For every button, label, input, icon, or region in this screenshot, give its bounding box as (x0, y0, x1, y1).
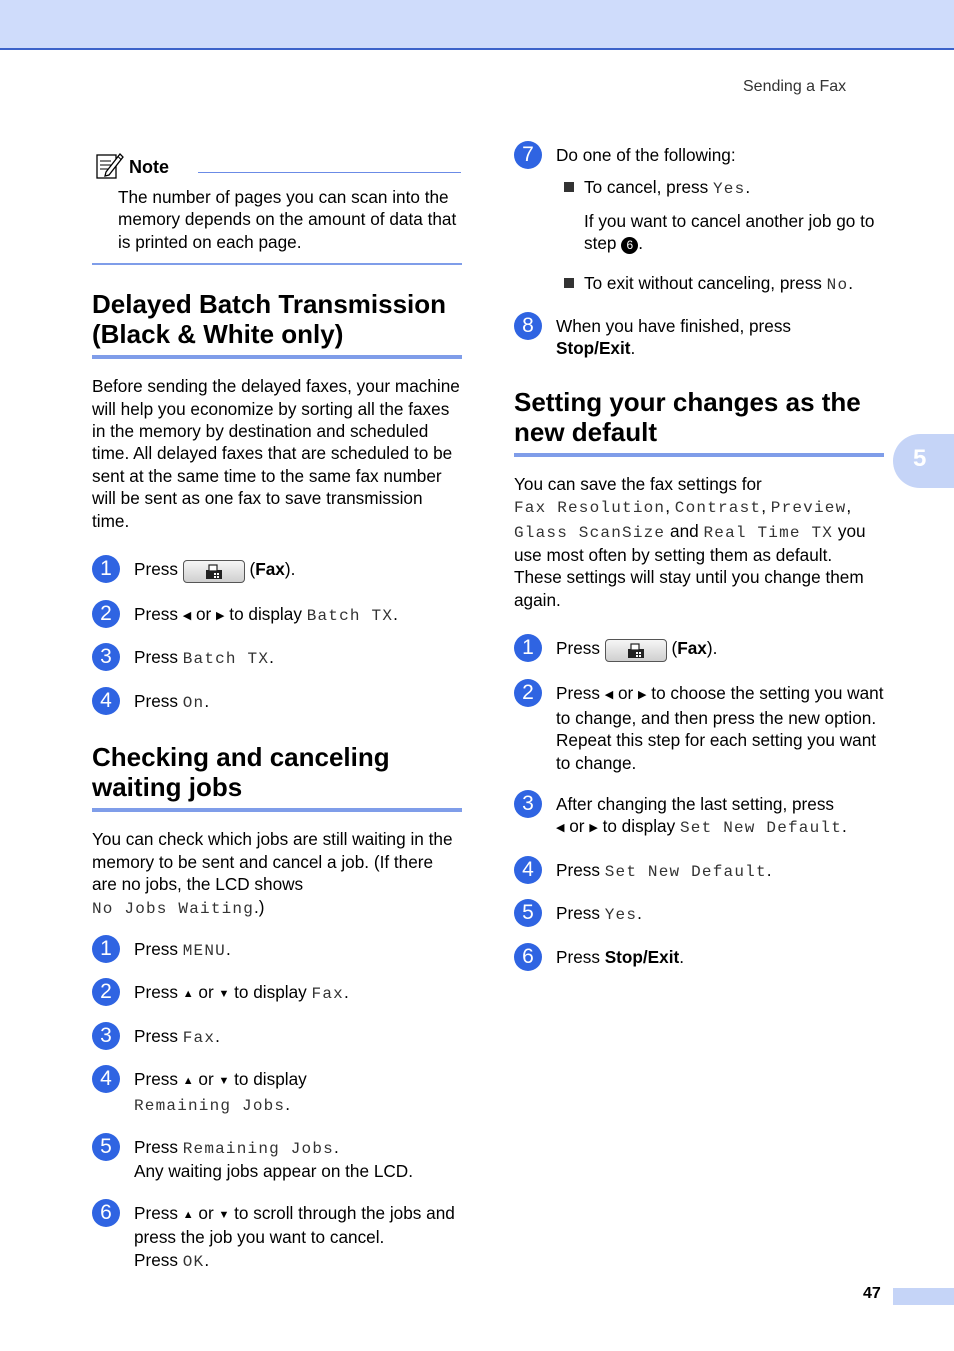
step-number-badge: 3 (92, 643, 120, 671)
step-text: Press (134, 1249, 178, 1270)
note-text: The number of pages you can scan into the memory depends on the amount of data that is printed on each page. (118, 187, 457, 252)
page-number-bar (893, 1288, 954, 1305)
step-text: to display (234, 1069, 307, 1090)
step-text: Press (134, 938, 178, 959)
setting-fax-resolution: Fax Resolution (514, 499, 666, 518)
top-band (0, 0, 954, 50)
step-number-badge: 5 (514, 899, 542, 927)
step-number-badge: 3 (92, 1022, 120, 1050)
checking-heading: Checking and canceling waiting jobs (92, 742, 462, 812)
note-header-rule (198, 172, 461, 173)
bullet-square-icon (564, 278, 574, 288)
fax-icon (626, 643, 646, 659)
bullet-square-icon (564, 182, 574, 192)
step-number-badge: 6 (92, 1199, 120, 1227)
lcd-remaining-jobs: Remaining Jobs (134, 1096, 286, 1115)
step-reference-badge: 6 (621, 237, 638, 254)
lcd-fax: Fax (182, 1028, 216, 1047)
bullet-exit: To exit without canceling, press No. (556, 272, 884, 296)
delayed-step-3: 3 Press Batch TX. (92, 646, 462, 670)
lcd-set-new-default: Set New Default (604, 862, 767, 881)
step-text: Any waiting jobs appear on the LCD. (134, 1161, 413, 1182)
step-text: Press (134, 690, 178, 711)
left-arrow-icon: ◀ (604, 689, 614, 702)
bullet-cancel: To cancel, press Yes. If you want to cancel another job go to step 6 . (556, 176, 884, 254)
step-number-badge: 4 (92, 687, 120, 715)
chapter-number: 5 (913, 445, 927, 472)
stop-exit-key: Stop/Exit (556, 338, 631, 359)
step-text: Press (556, 946, 600, 967)
step-text: Press (134, 1069, 178, 1090)
or-text: or (198, 982, 214, 1003)
lcd-yes: Yes (712, 180, 746, 199)
or-text: or (617, 683, 634, 704)
step-number-badge: 1 (92, 555, 120, 583)
intro-text: you use most often by setting them as default. These settings will stay until you change them again. (514, 520, 866, 610)
note-bottom-rule (92, 263, 462, 265)
default-step-1: 1 Press (Fax). (514, 637, 884, 662)
up-arrow-icon: ▲ (182, 988, 194, 1001)
down-arrow-icon: ▼ (218, 988, 230, 1001)
step-text: Press (134, 982, 178, 1003)
lcd-remaining-jobs: Remaining Jobs (182, 1139, 334, 1158)
step-text: When you have finished, press (556, 316, 792, 337)
fax-label: Fax (255, 559, 285, 580)
setting-real-time-tx: Real Time TX (703, 523, 834, 542)
step-number-badge: 7 (514, 141, 542, 169)
bullet-text: If you want to cancel another job go to step (584, 210, 875, 254)
step-text: to scroll through the jobs and press the job you want to cancel. (134, 1202, 455, 1248)
step-text: to display (602, 816, 676, 837)
lcd-yes: Yes (604, 906, 638, 925)
step-text: Press (134, 1136, 178, 1157)
fax-label: Fax (677, 638, 707, 659)
intro-text: You can save the fax settings for (514, 473, 762, 494)
delayed-batch-intro: Before sending the delayed faxes, your machine will help you economize by sorting all the faxes in the memory by destination and scheduled time. All delayed faxes that are scheduled to be sent at the same time to the same fax number will be sent as one fax to save transmission time. (92, 376, 460, 531)
right-arrow-icon: ▶ (216, 610, 225, 623)
delayed-step-1: 1 Press (Fax). (92, 558, 462, 583)
default-intro: You can save the fax settings for Fax Resolution, Contrast, Preview, Glass ScanSize and Real Time TX you use most often by setting them as default. These settings will stay until you change them again. (514, 473, 866, 610)
delayed-step-4: 4 Press On. (92, 690, 462, 714)
checking-step-2: 2 Press ▲ or ▼ to display Fax. (92, 981, 462, 1005)
step-number-badge: 1 (514, 634, 542, 662)
note-box (92, 148, 462, 265)
checking-step-3: 3 Press Fax. (92, 1025, 462, 1049)
step-text: to display (229, 604, 302, 625)
default-step-4: 4 Press Set New Default. (514, 859, 884, 883)
cancel-another-text: If you want to cancel another job go to step 6 . (584, 210, 875, 254)
step-text: Press (134, 1025, 178, 1046)
lcd-fax: Fax (311, 985, 344, 1004)
up-arrow-icon: ▲ (182, 1208, 194, 1221)
default-step-6: 6 Press Stop/Exit. (514, 946, 884, 968)
stop-exit-key: Stop/Exit (604, 946, 680, 967)
fax-button[interactable] (605, 639, 667, 662)
delayed-batch-heading: Delayed Batch Transmission (Black & White only) (92, 289, 462, 359)
step-number-badge: 2 (92, 978, 120, 1006)
step-text: Press (134, 647, 178, 668)
lcd-menu: MENU (182, 941, 226, 960)
checking-step-6: 6 Press ▲ or ▼ to scroll through the jobs and press the job you want to cancel. Press OK. (92, 1202, 462, 1273)
step-text: After changing the last setting, press (556, 793, 835, 814)
right-column (514, 140, 884, 968)
lcd-batch-tx: Batch TX (182, 650, 270, 669)
step-number-badge: 8 (514, 312, 542, 340)
intro-text: and (670, 520, 699, 541)
step-text: Press (134, 559, 178, 580)
lcd-batch-tx: Batch TX (306, 607, 394, 626)
step-number-badge: 1 (92, 935, 120, 963)
bullet-text: To exit without canceling, press (584, 272, 822, 293)
default-step-2 (514, 682, 884, 774)
or-text: or (195, 604, 212, 625)
or-text: or (198, 1069, 214, 1090)
step-number-badge: 6 (514, 943, 542, 971)
step-text: Do one of the following: (556, 145, 736, 165)
fax-icon (204, 564, 224, 580)
page-number: 47 (863, 1285, 881, 1302)
lcd-set-new-default: Set New Default (679, 819, 843, 838)
down-arrow-icon: ▼ (218, 1075, 230, 1088)
step-number-badge: 3 (514, 790, 542, 818)
cancel-step-7 (514, 144, 884, 296)
checking-step-1: 1 Press MENU. (92, 938, 462, 962)
step-text: Repeat this step for each setting you want to change. (556, 730, 877, 773)
checking-intro: You can check which jobs are still waiting in the memory to be sent and cancel a job. (If there are no jobs, the LCD shows No Jobs Waiting.) (92, 829, 453, 918)
note-pencil-icon (94, 150, 124, 180)
step-text: Press (556, 638, 600, 659)
or-text: or (198, 1202, 214, 1223)
default-step-3: 3 After changing the last setting, press ◀ or ▶ to display Set New Default. (514, 793, 884, 840)
step-text: Press (556, 859, 600, 880)
right-arrow-icon: ▶ (638, 689, 647, 702)
step-number-badge: 4 (514, 856, 542, 884)
note-label: Note (129, 157, 169, 177)
checking-step-5: 5 Press Remaining Jobs. Any waiting jobs appear on the LCD. (92, 1136, 462, 1183)
delayed-step-2: 2 Press ◀ or ▶ to display Batch TX. (92, 603, 462, 627)
setting-contrast: Contrast (674, 499, 762, 518)
down-arrow-icon: ▼ (218, 1208, 230, 1221)
note-header (92, 148, 462, 178)
step-text: Press (556, 903, 600, 924)
lcd-no: No (826, 275, 849, 294)
step-text: Press (134, 604, 178, 625)
default-heading: Setting your changes as the new default (514, 387, 884, 457)
setting-preview: Preview (770, 499, 847, 518)
step-number-badge: 2 (92, 600, 120, 628)
cancel-step-8: 8 When you have finished, press Stop/Exit. (514, 315, 884, 360)
left-column (92, 148, 462, 1273)
step-text: Press (556, 683, 600, 704)
lcd-ok: OK (182, 1252, 205, 1271)
step-text: to choose the setting you want to change, and then press the new option. (556, 683, 884, 728)
checking-step-4: 4 Press ▲ or ▼ to display Remaining Jobs. (92, 1068, 462, 1117)
default-step-5: 5 Press Yes. (514, 902, 884, 926)
step-number-badge: 2 (514, 679, 542, 707)
right-arrow-icon: ▶ (589, 822, 598, 835)
running-head: Sending a Fax (743, 78, 847, 95)
chapter-tab (893, 434, 954, 488)
fax-button[interactable] (183, 560, 245, 583)
step-text: Press (134, 1202, 178, 1223)
step-number-badge: 5 (92, 1133, 120, 1161)
setting-glass-scansize: Glass ScanSize (514, 523, 666, 542)
checking-intro-text: You can check which jobs are still waiting in the memory to be sent and cancel a job. (If there are no jobs, the LCD shows (92, 829, 453, 895)
step-text: to display (234, 982, 307, 1003)
left-arrow-icon: ◀ (182, 610, 192, 623)
step-number-badge: 4 (92, 1065, 120, 1093)
lcd-no-jobs: No Jobs Waiting (92, 899, 255, 918)
left-arrow-icon: ◀ (556, 822, 565, 835)
bullet-text: To cancel, press (584, 177, 709, 198)
up-arrow-icon: ▲ (182, 1075, 194, 1088)
or-text: or (569, 816, 585, 837)
lcd-on: On (182, 693, 205, 712)
